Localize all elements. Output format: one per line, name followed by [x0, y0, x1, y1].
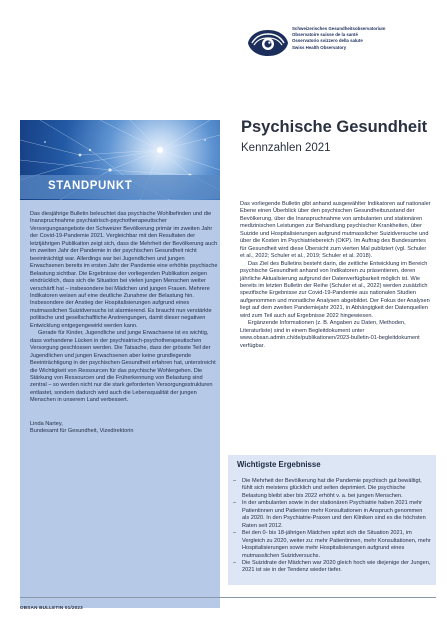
footer-divider — [20, 597, 436, 598]
list-item-text: Bei den 0- bis 18-jährigen Mädchen spitzt sich die Situation 2021, im Vergleich zu 2020, weiter zu: mehr Patientinnen, mehr Konsultationen, mehr Hospitalisierungen sowie mehr Hospitalisierungen aufgrund eines mutmasslichen Suizidversuchs. — [242, 530, 431, 559]
intro-paragraph: Ergänzende Informationen (z. B. Angaben zu Daten, Methoden, Literaturliste) sind in einem Begleitdokument unter www.obsan.admin.ch/de/publikationen/2023-bulletin-01-begleitdokument verfügbar. — [240, 320, 420, 349]
intro-text — [240, 201, 432, 350]
list-item-text: Die Mehrheit der Bevölkerung hat die Pandemie psychisch gut bewältigt, fühlt sich meistens glücklich und selten deprimiert. Die psychische Belastung bleibt aber bis 2022 erhöht v. a. bei jungen Menschen. — [242, 478, 422, 499]
obsan-logo-icon — [246, 26, 290, 60]
obsan-logo — [246, 22, 436, 72]
footer-label: OBSAN BULLETIN 01/2023 — [20, 605, 83, 610]
logo-line: Swiss Health Observatory — [292, 44, 347, 50]
signature-name: Linda Nartey, — [30, 420, 63, 427]
logo-text — [292, 26, 385, 51]
intro-paragraph: Das Ziel des Bulletins besteht darin, die zeitliche Entwicklung im Bereich psychische Gesundheit anhand von Indikatoren zu präsentieren, deren jährliche Aktualisierung aufgrund der Datenverfügbarkeit möglich ist. Wie bereits im letzten Bulletin der Reihe (Schuler et al., 2022) werden zusätzlich spezifische Ergebnisse zur Covid-19-Pandemie aus nationalen Studien aufgenommen und monatliche Analysen abgebildet. Der Fokus der Analysen liegt auf dem zweiten Pandemiejahr 2021, in Abhängigkeit der Datenquellen wird zum Teil auch auf Ergebnisse 2022 hingewiesen. — [240, 260, 430, 319]
intro-paragraph: Das vorliegende Bulletin gibt anhand ausgewählter Indikatoren auf nationaler Ebene einen Überblick über den psychischen Gesundheitszustand der Bevölkerung, über die Inanspruchnahme von ambulanten und stationären medizinischen Leistungen zur Behandlung psychischer Krankheiten, über Suizide und Hospitalisierungen aufgrund mutmasslicher Suizidversuche und über die Kosten im Psychiatriebereich (OKP). Im Auftrag des Bundesamtes für Gesundheit wird diese Übersicht zum vierten Mal publiziert (vgl. Schuler et al., 2022; Schuler et al., 2019; Schuler et al. 2018). — [240, 201, 431, 260]
signature-role: Bundesamt für Gesundheit, Vizedirektorin — [30, 428, 134, 435]
standpunkt-text — [30, 211, 218, 436]
list-item: – In der ambulanten sowie in der stationären Psychiatrie haben 2021 mehr Patientinnen und Patienten mehr Konsultationen in Anspruch genommen als 2020. In den Psychiatrie-Praxen und den Kliniken sind es die höchsten Raten seit 2012. — [233, 500, 426, 529]
logo-line: Observatoire suisse de la santé — [292, 32, 358, 38]
list-item: – Bei den 0- bis 18-jährigen Mädchen spitzt sich die Situation 2021, im Vergleich zu 2020, weiter zu: mehr Patientinnen, mehr Konsultationen, mehr Hospitalisierungen sowie mehr Hospitalisierungen aufgrund eines mutmasslichen Suizidversuchs. — [233, 530, 431, 559]
standpunkt-heading: STANDPUNKT — [48, 180, 133, 192]
key-results-list — [233, 478, 431, 575]
list-item: – Die Suizidrate der Mädchen war 2020 gleich hoch wie diejenige der Jungen, 2021 ist sie in der Tendenz wieder tiefer. — [233, 559, 431, 574]
page-title: Psychische Gesundheit — [241, 118, 428, 136]
standpunkt-paragraph: Das diesjährige Bulletin beleuchtet das psychische Wohlbefinden und die Inanspruchnahme psychiatrisch-psychotherapeutischer Versorgungsangebote der Schweizer Bevölkerung primär im zweiten Jahr der Covid-19-Pandemie 2021. Vergleichbar mit den Resultaten der letztjährigen Publikation zeigt sich, dass die Mehrheit der Bevölkerung auch im zweiten Jahr der Pandemie in der psychischen Gesundheit nicht beeinträchtigt war. Allerdings war bei Jugendlichen und jungen Erwachsenen bereits im ersten Jahr der Pandemie eine erhöhte psychische Belastung sichtbar. Die Ergebnisse der vorliegenden Publikation zeigen eindrücklich, dass sich die Situation bei vielen jungen Menschen weiter verschärft hat – insbesondere bei Mädchen und jungen Frauen. Mehrere Indikatoren weisen auf eine deutliche Zunahme der Belastung hin. Insbesondere der Anstieg der Hospitalisierungen aufgrund eines mutmasslichen Suizidversuchs ist alarmierend. Es braucht nun verstärkte politische und gesellschaftliche Anstrengungen, damit dieser negativen Entwicklung entgegengewirkt werden kann. — [30, 211, 218, 329]
page-subtitle: Kennzahlen 2021 — [241, 142, 331, 154]
logo-line: Osservatorio svizzero della salute — [292, 38, 363, 44]
logo-line: Schweizerisches Gesundheitsobservatorium — [292, 26, 386, 31]
list-item-text: In der ambulanten sowie in der stationären Psychiatrie haben 2021 mehr Patientinnen und Patienten mehr Konsultationen in Anspruch genommen als 2020. In den Psychiatrie-Praxen und den Kliniken sind es die höchsten Raten seit 2012. — [242, 500, 426, 529]
list-item: – Die Mehrheit der Bevölkerung hat die Pandemie psychisch gut bewältigt, fühlt sich meistens glücklich und selten deprimiert. Die psychische Belastung bleibt aber bis 2022 erhöht v. a. bei jungen Menschen. — [233, 478, 422, 499]
list-item-text: Die Suizidrate der Mädchen war 2020 gleich hoch wie diejenige der Jungen, 2021 ist sie in der Tendenz wieder tiefer. — [242, 559, 431, 574]
key-results-title: Wichtigste Ergebnisse — [237, 460, 321, 469]
standpunkt-paragraph: Gerade für Kinder, Jugendliche und junge Erwachsene ist es wichtig, dass vorhandene Lücken in der psychiatrisch-psychotherapeutischen Versorgung geschlossen werden. Die Tatsache, dass der grösste Teil der Jugendlichen und jungen Erwachsenen aber keine grundlegende Beeinträchtigung in der psychischen Gesundheit erfahren hat, unterstreicht die Wichtigkeit von Ressourcen für das psychische Wohlergehen. Die Stärkung von Ressourcen und die Früherkennung von Belastung sind zentral – so werden nicht nur die stark geforderten Versorgungsstrukturen entlastet, sondern dadurch wird auch die Lebensqualität der jungen Menschen in unserem Land verbessert. — [30, 330, 216, 404]
